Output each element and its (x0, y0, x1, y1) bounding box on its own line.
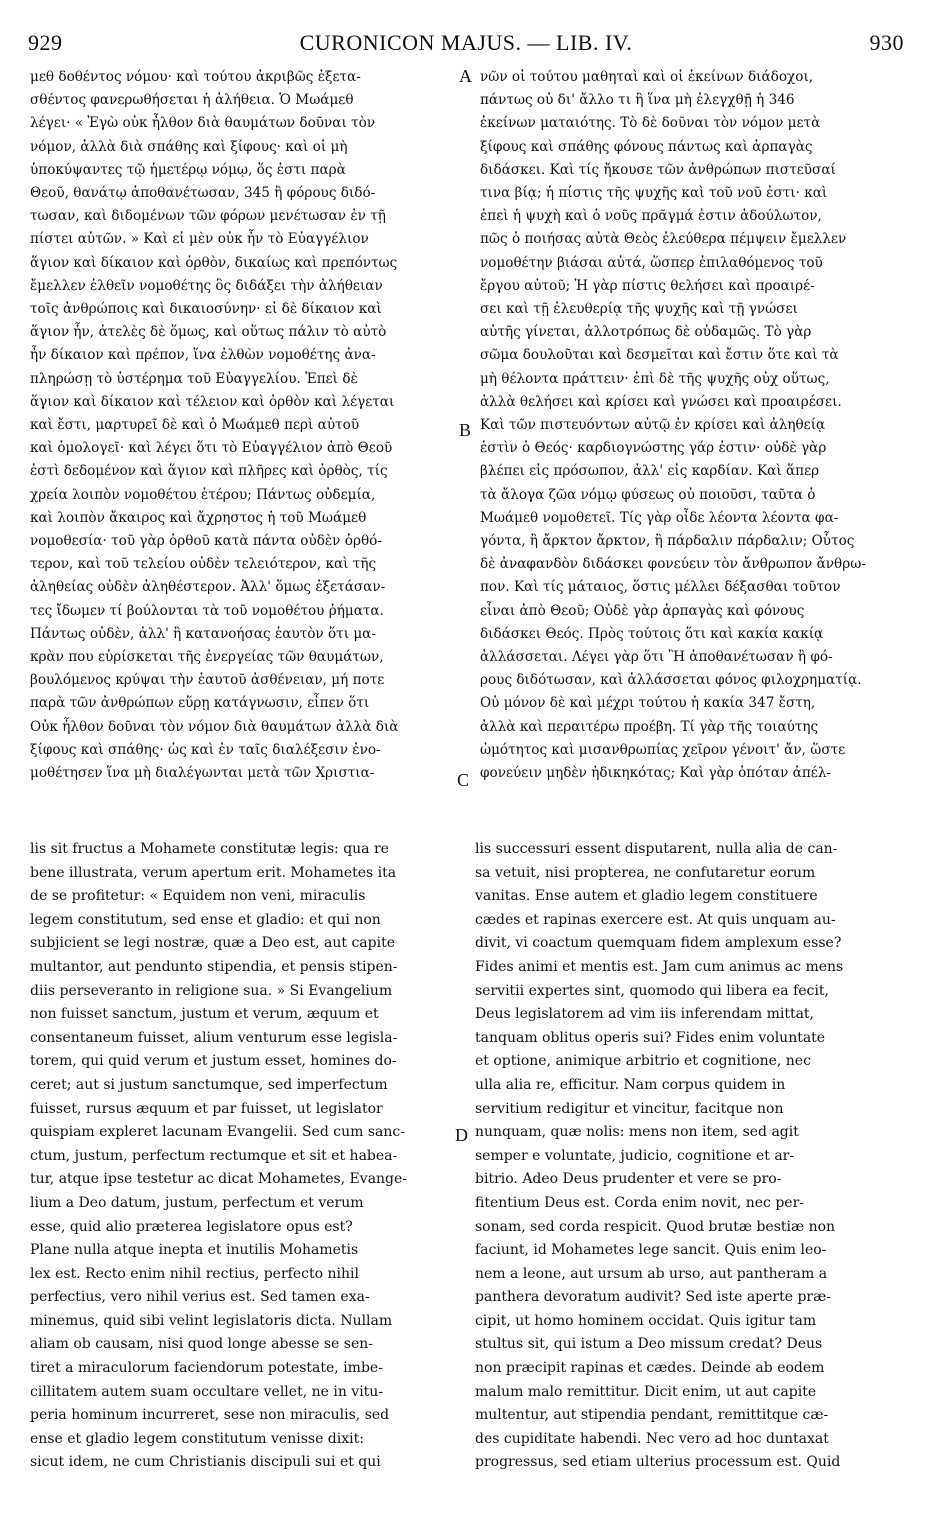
greek-column-right (480, 66, 898, 785)
text-line: σῶμα δουλοῦται καὶ δεσμεῖται καὶ ἔστιν ὅτε καὶ τὰ (480, 347, 839, 364)
text-line: Deus legislatorem ad vim iis inferendam mittat, (475, 1006, 815, 1023)
text-line: stultus sit, qui istum a Deo missum credat? Deus (475, 1336, 823, 1353)
running-title: CURONICON MAJUS. — LIB. IV. (299, 30, 633, 55)
text-line: σει καὶ τῇ ἐλευθερίᾳ τῆς ψυχῆς καὶ τῇ γνώσει (480, 301, 798, 318)
text-line: ὠμότητος καὶ μισανθρωπίας χεῖρον γένοιτ' ἄν, ὥστε (480, 741, 846, 758)
text-line: lex est. Recto enim nihil rectius, perfecto nihil (30, 1265, 359, 1282)
text-line: ἀλλάσσεται. Λέγει γὰρ ὅτι Ἢ ἀποθανέτωσαν ἢ φό- (480, 649, 833, 666)
text-line: ἔμελλεν ἐλθεῖν νομοθέτης ὃς διδάξει τὴν ἀλήθειαν (30, 277, 383, 294)
margin-marker-c: C (457, 770, 470, 790)
text-line: de se profitetur: « Equidem non veni, miraculis (30, 888, 366, 905)
greek-column-left (30, 66, 455, 785)
text-line: vanitas. Ense autem et gladio legem constituere (475, 888, 818, 905)
text-line: divit, vi coactum quemquam fidem amplexum esse? (475, 935, 842, 952)
text-line: Fides animi et mentis est. Jam cum animus ac mens (475, 958, 844, 975)
text-line: non præcipit rapinas et cædes. Deinde ab eodem (475, 1360, 825, 1377)
text-line: δὲ ἀναφανδὸν διδάσκει φονεύειν τὸν ἄνθρωπον ἄνθρω- (480, 556, 866, 573)
text-line: perfectius, vero nihil verius est. Sed tamen exa- (30, 1289, 370, 1306)
text-line: sa vetuit, nisi propterea, ne confutaretur eorum (475, 864, 816, 881)
text-line: ἅγιον ἦν, ἀτελὲς δὲ ὅμως, καὶ οὕτως πάλιν τὸ αὐτὸ (30, 324, 387, 341)
text-line: servitii expertes sint, quomodo qui libera ea fecit, (475, 982, 829, 999)
text-line: Οὐ μόνον δὲ καὶ μέχρι τούτου ἡ κακία 347 ἔστη, (480, 695, 816, 712)
running-header (28, 30, 904, 64)
text-line: βλέπει εἰς πρόσωπον, ἀλλ' εἰς καρδίαν. Καὶ ἅπερ (480, 463, 820, 480)
text-line: χρεία λοιπὸν νομοθέτου ἑτέρου; Πάντως οὐδεμία, (30, 486, 376, 503)
text-line: tanquam oblitus operis sui? Fides enim voluntate (475, 1029, 826, 1046)
text-line: quispiam expleret lacunam Evangelii. Sed cum sanc- (30, 1124, 405, 1141)
text-line: αὐτῆς γίνεται, ἀλλοτρόπως δὲ οὐδαμῶς. Τὸ γὰρ (480, 324, 812, 341)
text-line: ἅγιον καὶ δίκαιον καὶ ὀρθὸν, δικαίως καὶ πρεπόντως (30, 254, 398, 271)
text-line: ἀληθείας οὐδὲν ἀληθέστερον. Ἀλλ' ὅμως ἐξετάσαν- (30, 579, 386, 596)
text-line: παρὰ τῶν ἀνθρώπων εὕρῃ κατάγνωσιν, εἶπεν ὅτι (30, 695, 370, 712)
text-line: πληρώσῃ τὸ ὑστέρημα τοῦ Εὐαγγελίου. Ἐπεὶ δὲ (30, 370, 358, 387)
text-line: ἀλλὰ καὶ περαιτέρω προέβη. Τί γὰρ τῆς τοιαύτης (480, 718, 819, 735)
text-line: lis successuri essent disputarent, nulla alia de can- (475, 841, 838, 857)
text-line: καὶ ὁμολογεῖ· καὶ λέγει ὅτι τὸ Εὐαγγέλιον ἀπὸ Θεοῦ (30, 440, 393, 457)
text-line: πίστει αὐτῶν. » Καὶ εἰ μὲν οὐκ ἦν τὸ Εὐαγγέλιον (30, 231, 369, 248)
text-line: τινα βίᾳ; ἡ πίστις τῆς ψυχῆς καὶ τοῦ νοῦ ἐστι· καὶ (480, 185, 828, 202)
text-line: lis sit fructus a Mohamete constitutæ legis: qua re (30, 841, 389, 857)
margin-marker-b: B (459, 420, 472, 440)
text-line: esse, quid alio præterea legislatore opus est? (30, 1218, 353, 1235)
text-line: διδάσκει. Καὶ τίς ἤκουσε τῶν ἀνθρώπων πιστεῦσαί (480, 161, 836, 178)
text-line: τερον, καὶ τοῦ τελείου οὐδὲν τελειότερον, καὶ τῆς (30, 556, 377, 573)
text-line: subjicient se legi nostræ, quæ a Deo est, aut capite (30, 935, 396, 952)
text-line: tiret a miraculorum faciendorum potestate, imbe- (30, 1360, 383, 1377)
text-line: aliam ob causam, nisi quod longe abesse se sen- (30, 1336, 374, 1353)
text-line: καὶ ἔστι, μαρτυρεῖ δὲ καὶ ὁ Μωάμεθ περὶ αὐτοῦ (30, 417, 360, 434)
text-line: cillitatem autem suam occultare vellet, ne in vitu- (30, 1383, 384, 1400)
text-line: ἐστὶν ὁ Θεός· καρδιογνώστης γάρ ἐστιν· οὐδὲ γὰρ (480, 440, 827, 457)
text-line: καὶ λοιπὸν ἄκαιρος καὶ ἄχρηστος ἡ τοῦ Μωάμεθ (30, 509, 367, 526)
text-line: cædes et rapinas exercere est. At quis unquam au- (475, 911, 836, 928)
text-line: servitium redigitur et vincitur, facitque non (475, 1100, 784, 1117)
text-line: ἐκείνων ματαιότης. Τὸ δὲ δοῦναι τὸν νόμον μετὰ (480, 115, 821, 132)
text-line: bene illustrata, verum apertum erit. Mohametes ita (30, 864, 397, 881)
text-line: semper e voluntate, judicio, cognitione et ar- (475, 1147, 795, 1164)
latin-column-left (30, 838, 448, 1475)
text-line: φονεύειν μηδὲν ἠδικηκότας; Καὶ γὰρ ὁπόταν ἀπέλ- (480, 765, 832, 782)
text-line: minemus, quid sibi velint legislatoris dicta. Nullam (30, 1312, 393, 1329)
text-line: consentaneum fuisset, alium venturum esse legisla- (30, 1029, 398, 1046)
text-line: des cupiditate habendi. Nec vero ad hoc duntaxat (475, 1430, 829, 1447)
text-line: ctum, justum, perfectum rectumque et sit et habea- (30, 1147, 398, 1164)
text-line: νῶν οἱ τούτου μαθηταὶ καὶ οἱ ἐκείνων διάδοχοι, (480, 69, 814, 85)
text-line: legem constitutum, sed ense et gladio: et qui non (30, 911, 381, 928)
text-line: Οὐκ ἦλθον δοῦναι τὸν νόμον διὰ θαυμάτων ἀλλὰ διὰ (30, 718, 399, 735)
text-line: Καὶ τῶν πιστευόντων αὐτῷ ἐν κρίσει καὶ ἀληθείᾳ (480, 417, 826, 434)
text-line: sonam, sed corda respicit. Quod brutæ bestiæ non (475, 1218, 836, 1235)
text-line: sicut idem, ne cum Christianis discipuli sui et qui (30, 1454, 381, 1471)
text-line: ulla alia re, efficitur. Nam corpus quidem in (475, 1076, 786, 1093)
text-line: εἶναι ἀπὸ Θεοῦ; Οὐδὲ γὰρ ἁρπαγὰς καὶ φόνους (480, 602, 805, 619)
text-line: πον. Καὶ τίς μάταιος, ὅστις μέλλει δέξασθαι τοῦτον (480, 579, 841, 596)
text-line: multantor, aut pendunto stipendia, et pensis stipen- (30, 958, 398, 975)
text-line: μοθέτησεν ἵνα μὴ διαλέγωνται μετὰ τῶν Χριστια- (30, 765, 375, 782)
text-line: κρὰν που εὑρίσκεται τῆς ἐνεργείας τῶν θαυμάτων, (30, 649, 384, 666)
text-line: Μωάμεθ νομοθετεῖ. Τίς γὰρ οἶδε λέοντα λέοντα φα- (480, 509, 839, 526)
text-line: γόντα, ἢ ἄρκτον ἄρκτον, ἢ πάρδαλιν πάρδαλιν; Οὗτος (480, 533, 855, 550)
text-line: ξίφους καὶ σπάθης φόνους πάντως καὶ ἁρπαγὰς (480, 138, 813, 155)
text-line: βουλόμενος κρύψαι τὴν ἑαυτοῦ ἀσθένειαν, μή ποτε (30, 672, 385, 689)
text-line: πῶς ὁ ποιήσας αὐτὰ Θεὸς ἐλεύθερα πέμψειν ἔμελλεν (480, 231, 847, 248)
text-line: fitentium Deus est. Corda enim novit, nec per- (475, 1194, 804, 1211)
text-line: Πάντως οὐδὲν, ἀλλ' ἢ κατανοήσας ἑαυτὸν ὅτι μα- (30, 625, 376, 642)
text-line: τες ἴδωμεν τί βούλονται τὰ τοῦ νομοθέτου ῥήματα. (30, 602, 384, 619)
text-line: panthera devoratum audivit? Sed iste aperte præ- (475, 1289, 832, 1306)
text-line: non fuisset sanctum, justum et verum, æquum et (30, 1006, 379, 1023)
text-line: νομοθεσία· τοῦ γὰρ ὀρθοῦ κατὰ πάντα οὐδὲν ὀρθό- (30, 533, 382, 550)
text-line: λέγει· « Ἐγὼ οὐκ ἦλθον διὰ θαυμάτων δοῦναι τὸν (30, 115, 376, 132)
text-line: ξίφους καὶ σπάθης· ὡς καὶ ἐν ταῖς διαλέξεσιν ἐνο- (30, 741, 381, 758)
text-line: τὰ ἄλογα ζῶα νόμῳ φύσεως οὐ ποιοῦσι, ταῦτα ὁ (480, 486, 816, 503)
text-line: faciunt, id Mohametes lege sancit. Quis enim leo- (475, 1242, 827, 1259)
latin-column-right (475, 838, 898, 1475)
text-line: ἐστὶ δεδομένον καὶ ἅγιον καὶ πλῆρες καὶ ὀρθὸς, τίς (30, 463, 388, 480)
text-line: ἐπεὶ ἡ ψυχὴ καὶ ὁ νοῦς πρᾶγμά ἐστιν ἀδούλωτον, (480, 208, 822, 225)
text-line: ceret; aut si justum sanctumque, sed imperfectum (30, 1076, 388, 1093)
text-line: multentur, aut stipendia pendant, remittitque cæ- (475, 1407, 829, 1424)
text-line: bitrio. Adeo Deus prudenter et vere se pro- (475, 1171, 782, 1188)
text-line: νόμον, ἀλλὰ διὰ σπάθης καὶ ξίφους· καὶ οἱ μὴ (30, 138, 348, 155)
text-line: peria hominum incurreret, sese non miraculis, sed (30, 1407, 390, 1424)
page-number-left: 929 (28, 30, 63, 55)
text-line: tur, atque ipse testetur ac dicat Mohametes, Evange- (30, 1171, 408, 1188)
text-line: τοῖς ἀνθρώποις καὶ δικαιοσύνην· εἰ δὲ δίκαιον καὶ (30, 301, 382, 318)
margin-marker-d: D (455, 1125, 468, 1145)
text-line: ρους διδότωσαν, καὶ ἀλλάσσεται φόνος φιλοχρηματίᾳ. (480, 672, 862, 689)
text-line: σθέντος φανερωθήσεται ἡ ἀλήθεια. Ὁ Μωάμεθ (30, 92, 354, 109)
text-line: ἅγιον καὶ δίκαιον καὶ τέλειον καὶ ὀρθὸν καὶ λέγεται (30, 393, 395, 410)
text-line: τωσαν, καὶ διδομένων τῶν φόρων μενέτωσαν ἐν τῇ (30, 208, 386, 225)
margin-marker-a: A (459, 66, 472, 86)
text-line: νομοθέτην βιάσαι αὐτά, ὥσπερ ἐπιλαθόμενος τοῦ (480, 254, 823, 271)
text-line: diis perseveranto in religione sua. » Si Evangelium (30, 982, 393, 999)
text-line: fuisset, rursus æquum et par fuisset, ut legislator (30, 1100, 383, 1117)
text-line: ὑποκύψαντες τῷ ἡμετέρῳ νόμῳ, ὅς ἐστι παρὰ (30, 161, 346, 178)
text-line: nem a leone, aut ursum ab urso, aut pantheram a (475, 1265, 828, 1282)
text-line: nunquam, quæ nolis: mens non item, sed agit (475, 1124, 799, 1141)
text-line: lium a Deo datum, justum, perfectum et verum (30, 1194, 364, 1211)
page-number-right: 930 (869, 30, 904, 55)
text-line: cipit, ut homo hominem occidat. Quis igitur tam (475, 1312, 817, 1329)
text-line: Plane nulla atque inepta et inutilis Mohametis (30, 1242, 359, 1259)
text-line: Θεοῦ, θανάτῳ ἀποθανέτωσαν, 345 ἢ φόρους διδό- (30, 185, 376, 202)
text-line: progressus, sed etiam ulterius processum est. Quid (475, 1454, 841, 1471)
text-line: ἀλλὰ θελήσει καὶ κρίσει καὶ γνώσει καὶ προαιρέσει. (480, 393, 842, 410)
text-line: ἔργου αὐτοῦ; Ἡ γὰρ πίστις θελήσει καὶ προαιρέ- (480, 277, 815, 294)
text-line: πάντως οὐ δι' ἄλλο τι ἢ ἵνα μὴ ἐλεγχθῇ ἡ 346 (480, 92, 795, 109)
text-line: ense et gladio legem constitutum venisse dixit: (30, 1430, 364, 1447)
text-line: ἦν δίκαιον καὶ πρέπον, ἵνα ἐλθὼν νομοθέτης ἀνα- (30, 347, 376, 364)
text-line: διδάσκει Θεός. Πρὸς τούτοις ὅτι καὶ κακία κακίᾳ (480, 625, 824, 642)
text-line: μεθ δοθέντος νόμου· καὶ τούτου ἀκριβῶς ἐξετα- (30, 69, 361, 85)
text-line: malum malo remittitur. Dicit enim, ut aut capite (475, 1383, 817, 1400)
text-line: et optione, animique arbitrio et cognitione, nec (475, 1053, 811, 1070)
text-line: torem, qui quid verum et justum esset, homines do- (30, 1053, 397, 1070)
text-line: μὴ θέλοντα πράττειν· ἐπὶ δὲ τῆς ψυχῆς οὐχ οὕτως, (480, 370, 830, 387)
